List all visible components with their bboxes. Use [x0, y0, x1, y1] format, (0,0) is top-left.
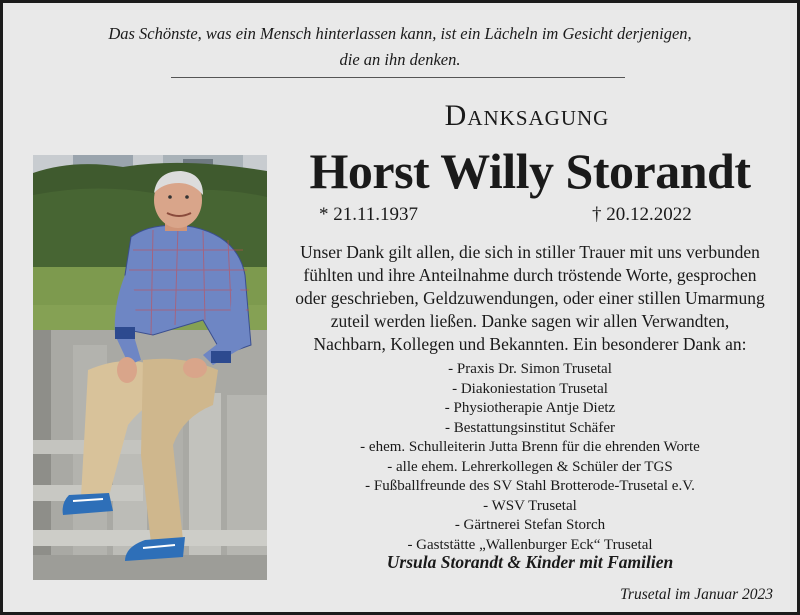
list-item: - Fußballfreunde des SV Stahl Brotterode-Trusetal e.V. [365, 478, 695, 494]
thanks-line: zuteil werden ließen. Danke sagen wir allen Verwandten, [330, 311, 730, 331]
heading: Danksagung [444, 99, 610, 132]
birth-date: * 21.11.1937 [319, 204, 419, 225]
list-item: - Praxis Dr. Simon Trusetal [448, 361, 612, 377]
list-item: - Diakoniestation Trusetal [452, 380, 608, 397]
death-date: † 20.12.2022 [592, 204, 692, 225]
list-item: - ehem. Schulleiterin Jutta Brenn für die ehrenden Worte [360, 439, 700, 455]
list-item: - WSV Trusetal [483, 497, 577, 514]
thanks-line: Nachbarn, Kollegen und Bekannten. Ein besonderer Dank an: [313, 334, 747, 354]
deceased-name: Horst Willy Storandt [309, 143, 751, 199]
list-item: - Physiotherapie Antje Dietz [444, 400, 616, 416]
thanks-list [277, 360, 783, 555]
quote-line: die an ihn denken. [339, 50, 461, 69]
memorial-quote [3, 21, 797, 73]
place-date: Trusetal im Januar 2023 [620, 586, 773, 603]
divider-line [171, 77, 625, 78]
list-item: - alle ehem. Lehrerkollegen & Schüler der TGS [387, 458, 673, 475]
list-item: - Gaststätte „Wallenburger Eck“ Trusetal [407, 536, 653, 553]
portrait-photo [33, 155, 267, 580]
quote-line: Das Schönste, was ein Mensch hinterlassen kann, ist ein Lächeln im Gesicht derjenigen, [108, 24, 692, 43]
thanks-line: Unser Dank gilt allen, die sich in stiller Trauer mit uns verbunden [300, 242, 760, 262]
thanks-text [277, 241, 783, 356]
thanks-line: oder geschrieben, Geldzuwendungen, oder einer stillen Umarmung [295, 288, 765, 308]
signature: Ursula Storandt & Kinder mit Familien [386, 552, 674, 572]
list-item: - Gärtnerei Stefan Storch [454, 517, 606, 533]
thanks-line: fühlten und ihre Anteilnahme durch tröstende Worte, gesprochen [303, 265, 757, 285]
list-item: - Bestattungsinstitut Schäfer [445, 419, 615, 436]
